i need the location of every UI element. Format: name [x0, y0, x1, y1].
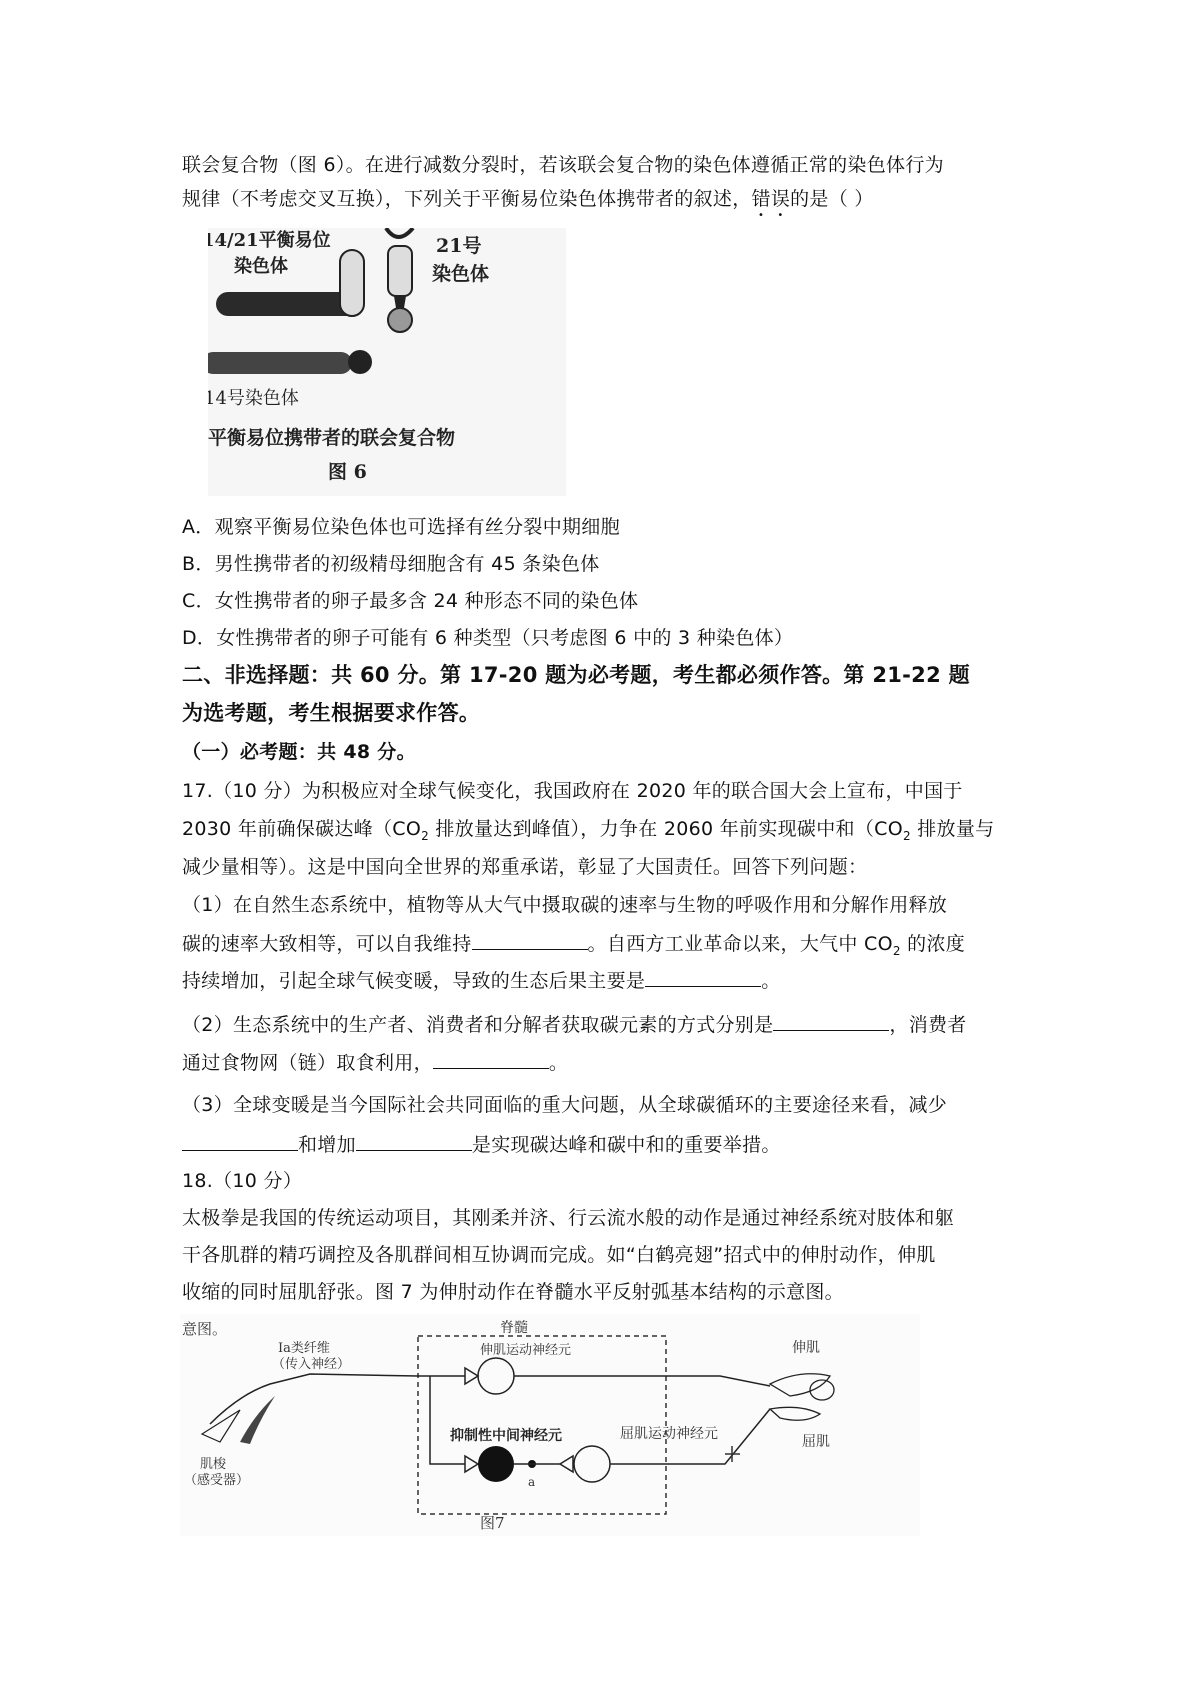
flexor-motor-neuron	[574, 1446, 610, 1482]
translocation-chromosome-short-arm	[340, 250, 364, 316]
q17-line-2-a: 2030 年前确保碳达峰（CO	[182, 818, 422, 840]
q17-1-line-3-a: 持续增加，引起全球气候变暖，导致的生态后果主要是	[182, 970, 646, 992]
q17-line-2	[182, 816, 994, 849]
branch-to-interneuron	[430, 1376, 465, 1464]
q17-2-line-2-a: 通过食物网（链）取食利用，	[182, 1052, 433, 1074]
option-a: A．观察平衡易位染色体也可选择有丝分裂中期细胞	[182, 516, 620, 538]
chromosome-21-arm	[388, 246, 412, 296]
figure-6	[208, 228, 566, 496]
section-2-heading-line-1: 二、非选择题：共 60 分。第 17-20 题为必考题，考生都必须作答。第 21-22 题	[182, 663, 970, 687]
chromosome-21-centromere	[394, 296, 406, 308]
extensor-motor-neuron-label: 伸肌运动神经元	[480, 1343, 572, 1358]
q17-3-line-2-b: 是实现碳达峰和碳中和的重要举措。	[471, 1134, 781, 1156]
flexor-muscle	[770, 1407, 820, 1420]
q17-line-1: 17.（10 分）为积极应对全球气候变化，我国政府在 2020 年的联合国大会上宣布，中国于	[182, 780, 963, 802]
chromosome-14-long-arm	[208, 352, 352, 374]
subscript-2: 2	[892, 943, 901, 958]
answer-blank-2[interactable]	[645, 966, 761, 987]
q17-1-line-2-a: 碳的速率大致相等，可以自我维持	[182, 933, 472, 955]
q18-line-3: 收缩的同时屈肌舒张。图 7 为伸肘动作在脊髓水平反射弧基本结构的示意图。	[182, 1281, 844, 1303]
point-a-label: a	[528, 1475, 536, 1489]
afferent-nerve	[210, 1374, 465, 1424]
q17-2-line-1	[182, 1010, 967, 1038]
flexor-motor-neuron-label: 屈肌运动神经元	[620, 1426, 718, 1442]
q17-line-3: 减少量相等）。这是中国向全世界的郑重承诺，彰显了大国责任。回答下列问题：	[182, 856, 868, 878]
q18-line-1: 太极拳是我国的传统运动项目，其刚柔并济、行云流水般的动作是通过神经系统对肢体和躯	[182, 1207, 955, 1229]
inhibitory-interneuron-label: 抑制性中间神经元	[450, 1428, 562, 1444]
q17-2-line-1-b: ，消费者	[889, 1014, 967, 1036]
chromosome-14-head	[348, 350, 372, 374]
figure-6-drawing	[208, 228, 566, 496]
figure-7-number: 图7	[480, 1514, 505, 1532]
chromosome-21-satellite	[388, 308, 412, 332]
figure-7-drawing	[180, 1314, 920, 1536]
answer-blank-5[interactable]	[182, 1130, 298, 1151]
figure-6-caption: 平衡易位携带者的联会复合物	[208, 427, 456, 449]
spinal-cord-label: 脊髓	[500, 1320, 528, 1336]
synapse-flexor	[560, 1456, 573, 1472]
q17-3-line-2	[182, 1130, 781, 1158]
label-21-a: 21号	[436, 235, 482, 257]
answer-blank-1[interactable]	[472, 929, 588, 950]
q17-2-line-2	[182, 1048, 568, 1076]
q16-line-2-a: 规律（不考虑交叉互换），下列关于平衡易位染色体携带者的叙述，	[182, 188, 752, 210]
label-1421-a: 14/21平衡易位	[208, 230, 331, 251]
q16-line-1: 联会复合物（图 6）。在进行减数分裂时，若该联会复合物的染色体遵循正常的染色体行为	[182, 154, 944, 176]
q17-line-2-c: 排放量与	[910, 818, 995, 840]
section-2-heading-line-2: 为选考题，考生根据要求作答。	[182, 701, 481, 725]
subscript-2: 2	[902, 828, 911, 843]
option-b: B．男性携带者的初级精母细胞含有 45 条染色体	[182, 553, 600, 575]
q16-emphasis-wrong: 错误	[751, 188, 791, 210]
q18-line-2: 干各肌群的精巧调控及各肌群间相互协调而完成。如“白鹤亮翅”招式中的伸肘动作，伸肌	[182, 1244, 936, 1266]
q17-1-line-2-b: 。自西方工业革命以来，大气中 CO	[587, 933, 893, 955]
q17-1-line-1: （1）在自然生态系统中，植物等从大气中摄取碳的速率与生物的呼吸作用和分解作用释放	[182, 894, 948, 916]
q17-1-line-2-c: 的浓度	[900, 933, 966, 955]
option-c: C．女性携带者的卵子最多含 24 种形态不同的染色体	[182, 590, 639, 612]
afferent-label-a: Ia类纤维	[278, 1341, 330, 1356]
q17-3-line-1: （3）全球变暖是当今国际社会共同面临的重大问题，从全球碳循环的主要途径来看，减少	[182, 1094, 948, 1116]
q17-1-line-3	[182, 966, 781, 994]
answer-blank-4[interactable]	[433, 1048, 549, 1069]
extensor-efferent	[514, 1376, 770, 1386]
figure-7	[180, 1314, 920, 1536]
label-21-b: 染色体	[432, 263, 490, 285]
spindle-label-a: 肌梭	[200, 1457, 227, 1472]
extensor-label: 伸肌	[792, 1340, 820, 1356]
q17-1-line-3-b: 。	[761, 970, 781, 992]
extensor-motor-neuron	[478, 1358, 514, 1394]
q17-2-line-1-a: （2）生态系统中的生产者、消费者和分解者获取碳元素的方式分别是	[182, 1014, 774, 1036]
label-1421-b: 染色体	[234, 256, 288, 277]
flexor-label: 屈肌	[802, 1434, 830, 1450]
synapse-inhibitory	[465, 1456, 478, 1472]
chromosome-21-top-loop	[386, 228, 413, 237]
afferent-label-b: （传入神经）	[272, 1357, 351, 1372]
figure-7-corner-text: 意图。	[182, 1320, 228, 1338]
q17-3-line-2-a: 和增加	[298, 1134, 356, 1156]
q16-line-2-b: 的是（ ）	[790, 188, 874, 210]
section-2-sub-heading: （一）必考题：共 48 分。	[182, 741, 416, 763]
spindle-label-b: （感受器）	[184, 1473, 250, 1488]
synapse-extensor	[465, 1368, 478, 1384]
q17-line-2-b: 排放量达到峰值），力争在 2060 年前实现碳中和（CO	[429, 818, 903, 840]
extensor-muscle	[770, 1374, 830, 1396]
answer-blank-6[interactable]	[356, 1130, 472, 1151]
muscle-spindle-shape	[240, 1396, 275, 1444]
option-d: D．女性携带者的卵子可能有 6 种类型（只考虑图 6 中的 3 种染色体）	[182, 627, 794, 649]
answer-blank-3[interactable]	[773, 1010, 889, 1031]
subscript-2: 2	[421, 828, 430, 843]
spindle-outline	[202, 1410, 240, 1442]
figure-6-number: 图 6	[328, 461, 367, 483]
q17-1-line-2	[182, 929, 965, 964]
spinal-cord-box	[418, 1336, 666, 1514]
label-14: 14号染色体	[208, 388, 299, 409]
q16-line-2	[182, 186, 874, 221]
inhibitory-interneuron	[478, 1446, 514, 1482]
q17-2-line-2-b: 。	[548, 1052, 569, 1074]
q18-title: 18.（10 分）	[182, 1170, 303, 1192]
